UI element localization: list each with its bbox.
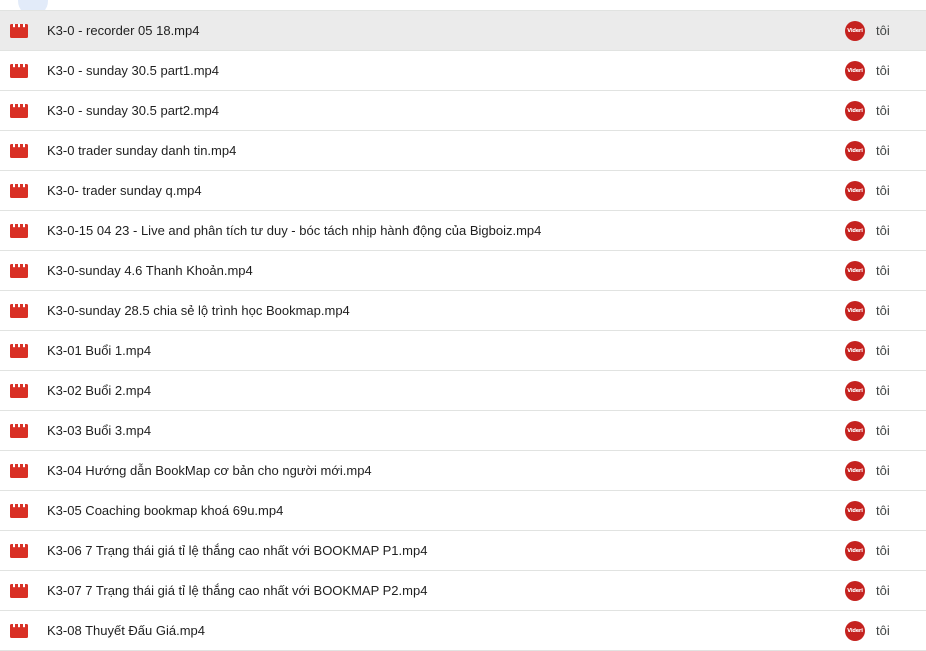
video-file-icon: [10, 384, 28, 398]
video-file-icon: [10, 624, 28, 638]
owner-name: tôi: [876, 63, 890, 78]
file-name: K3-0 trader sunday danh tin.mp4: [47, 143, 237, 158]
video-file-icon: [10, 144, 28, 158]
file-name: K3-0-sunday 28.5 chia sẻ lộ trình học Bookmap.mp4: [47, 303, 350, 318]
owner-name: tôi: [876, 423, 890, 438]
file-name: K3-08 Thuyết Đấu Giá.mp4: [47, 623, 206, 638]
file-name: K3-0- trader sunday q.mp4: [47, 183, 202, 198]
owner-name: tôi: [876, 583, 890, 598]
owner-avatar: Videri: [845, 101, 865, 121]
file-row[interactable]: [0, 331, 926, 371]
video-file-icon: [10, 344, 28, 358]
video-file-icon: [10, 304, 28, 318]
file-name: K3-0-15 04 23 - Live and phân tích tư duy - bóc tách nhịp hành động của Bigboiz.mp4: [47, 223, 542, 238]
video-file-icon: [10, 104, 28, 118]
file-name: K3-02 Buổi 2.mp4: [47, 383, 152, 398]
owner-name: tôi: [876, 463, 890, 478]
owner-name: tôi: [876, 623, 890, 638]
file-row[interactable]: [0, 291, 926, 331]
file-name: K3-04 Hướng dẫn BookMap cơ bản cho người mới.mp4: [47, 463, 372, 478]
owner-name: tôi: [876, 503, 890, 518]
owner-avatar: Videri: [845, 421, 865, 441]
video-file-icon: [10, 224, 28, 238]
file-name: K3-03 Buổi 3.mp4: [47, 423, 152, 438]
owner-avatar: Videri: [845, 181, 865, 201]
owner-name: tôi: [876, 103, 890, 118]
file-row[interactable]: [0, 91, 926, 131]
owner-avatar: Videri: [845, 221, 865, 241]
owner-name: tôi: [876, 23, 890, 38]
owner-avatar: Videri: [845, 21, 865, 41]
video-file-icon: [10, 64, 28, 78]
owner-avatar: Videri: [845, 501, 865, 521]
file-row[interactable]: [0, 131, 926, 171]
video-file-icon: [10, 424, 28, 438]
owner-avatar: Videri: [845, 341, 865, 361]
file-name: K3-01 Buổi 1.mp4: [47, 343, 152, 358]
video-file-icon: [10, 264, 28, 278]
file-row[interactable]: [0, 11, 926, 51]
file-name: K3-0-sunday 4.6 Thanh Khoản.mp4: [47, 263, 253, 278]
file-row[interactable]: [0, 371, 926, 411]
owner-avatar: Videri: [845, 581, 865, 601]
file-name: K3-06 7 Trạng thái giá tỉ lệ thắng cao nhất với BOOKMAP P1.mp4: [47, 543, 428, 558]
video-file-icon: [10, 584, 28, 598]
video-file-icon: [10, 544, 28, 558]
video-file-icon: [10, 504, 28, 518]
owner-avatar: Videri: [845, 621, 865, 641]
file-row[interactable]: [0, 531, 926, 571]
file-row[interactable]: [0, 211, 926, 251]
file-row[interactable]: [0, 251, 926, 291]
owner-name: tôi: [876, 263, 890, 278]
file-name: K3-0 - recorder 05 18.mp4: [47, 23, 200, 38]
file-row[interactable]: [0, 451, 926, 491]
owner-name: tôi: [876, 223, 890, 238]
file-row[interactable]: [0, 491, 926, 531]
file-row[interactable]: [0, 171, 926, 211]
owner-name: tôi: [876, 383, 890, 398]
owner-name: tôi: [876, 303, 890, 318]
file-row[interactable]: [0, 571, 926, 611]
owner-name: tôi: [876, 143, 890, 158]
owner-name: tôi: [876, 343, 890, 358]
file-name: K3-07 7 Trạng thái giá tỉ lệ thắng cao nhất với BOOKMAP P2.mp4: [47, 583, 428, 598]
owner-avatar: Videri: [845, 141, 865, 161]
video-file-icon: [10, 464, 28, 478]
video-file-icon: [10, 24, 28, 38]
file-list: [0, 10, 926, 651]
video-file-icon: [10, 184, 28, 198]
owner-avatar: Videri: [845, 541, 865, 561]
file-row[interactable]: [0, 611, 926, 651]
owner-avatar: Videri: [845, 261, 865, 281]
owner-avatar: Videri: [845, 461, 865, 481]
owner-name: tôi: [876, 543, 890, 558]
file-name: K3-0 - sunday 30.5 part1.mp4: [47, 63, 219, 78]
owner-name: tôi: [876, 183, 890, 198]
file-name: K3-0 - sunday 30.5 part2.mp4: [47, 103, 219, 118]
owner-avatar: Videri: [845, 381, 865, 401]
file-row[interactable]: [0, 411, 926, 451]
owner-avatar: Videri: [845, 61, 865, 81]
file-name: K3-05 Coaching bookmap khoá 69u.mp4: [47, 503, 284, 518]
file-row[interactable]: [0, 51, 926, 91]
owner-avatar: Videri: [845, 301, 865, 321]
